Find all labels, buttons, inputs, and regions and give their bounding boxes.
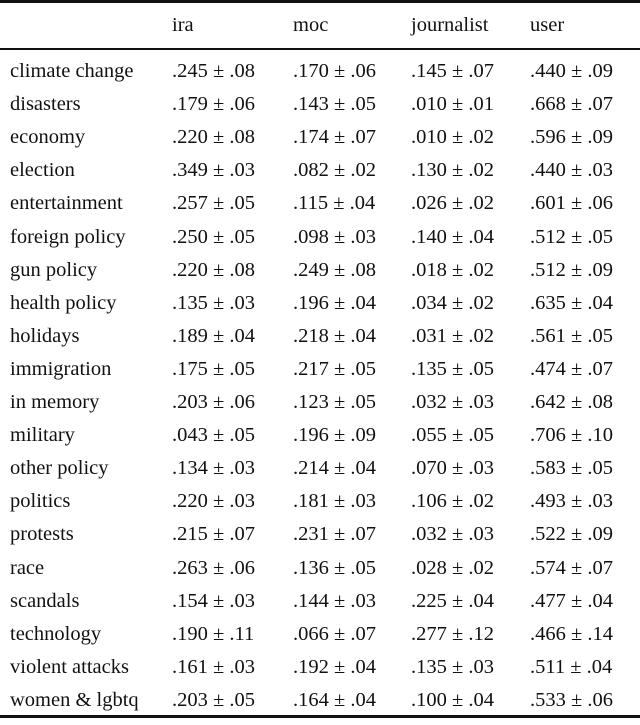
row-label: other policy — [10, 457, 109, 480]
table-cell: .440 ± .09 — [530, 60, 614, 82]
table-cell: .533 ± .06 — [530, 688, 614, 711]
table-cell: .583 ± .05 — [530, 457, 614, 480]
table-cell: .136 ± .05 — [293, 556, 377, 579]
table-cell: .512 ± .09 — [530, 258, 614, 281]
row-label: politics — [10, 490, 71, 513]
table-cell: .192 ± .04 — [293, 655, 377, 678]
table-cell: .203 ± .05 — [172, 688, 256, 711]
table-cell: .100 ± .04 — [411, 688, 495, 711]
table-cell: .145 ± .07 — [411, 60, 495, 82]
table-row — [0, 154, 640, 187]
table-cell: .010 ± .02 — [411, 126, 495, 149]
table-cell: .642 ± .08 — [530, 391, 614, 413]
table-row — [0, 221, 640, 254]
row-label: in memory — [10, 391, 100, 413]
table-cell: .189 ± .04 — [172, 324, 256, 347]
table-row — [0, 518, 640, 551]
column-header-journalist: journalist — [411, 14, 489, 36]
table-cell: .043 ± .05 — [172, 424, 256, 447]
table-cell: .706 ± .10 — [530, 424, 614, 447]
table-cell: .026 ± .02 — [411, 192, 495, 215]
table-cell: .214 ± .04 — [293, 457, 377, 480]
table-cell: .574 ± .07 — [530, 556, 614, 579]
table-cell: .170 ± .06 — [293, 60, 377, 82]
table-cell: .231 ± .07 — [293, 523, 377, 546]
table-cell: .277 ± .12 — [411, 622, 495, 645]
table-cell: .134 ± .03 — [172, 457, 256, 480]
table-cell: .440 ± .03 — [530, 159, 614, 182]
table-cell: .249 ± .08 — [293, 258, 377, 281]
row-label: protests — [10, 523, 74, 546]
column-header-user: user — [530, 14, 565, 36]
table-row — [0, 187, 640, 220]
table-cell: .181 ± .03 — [293, 490, 377, 513]
table-cell: .135 ± .05 — [411, 357, 495, 380]
table-cell: .220 ± .03 — [172, 490, 256, 513]
row-label: scandals — [10, 589, 80, 612]
row-label: race — [10, 556, 45, 579]
table-cell: .220 ± .08 — [172, 258, 256, 281]
table-row — [0, 254, 640, 287]
table-cell: .010 ± .01 — [411, 93, 495, 116]
table-cell: .031 ± .02 — [411, 324, 495, 347]
row-label: entertainment — [10, 192, 123, 215]
table-cell: .175 ± .05 — [172, 357, 256, 380]
table-row — [0, 485, 640, 518]
table-cell: .196 ± .09 — [293, 424, 377, 447]
header-rule — [0, 48, 640, 50]
table-cell: .066 ± .07 — [293, 622, 377, 645]
row-label: disasters — [10, 93, 81, 116]
table-cell: .477 ± .04 — [530, 589, 614, 612]
table-cell: .512 ± .05 — [530, 225, 614, 248]
table-row — [0, 651, 640, 684]
row-label: violent attacks — [10, 655, 129, 678]
table-cell: .140 ± .04 — [411, 225, 495, 248]
table-cell: .601 ± .06 — [530, 192, 614, 215]
row-label: health policy — [10, 291, 117, 314]
table-cell: .245 ± .08 — [172, 60, 256, 82]
top-rule — [0, 0, 640, 3]
table-cell: .135 ± .03 — [411, 655, 495, 678]
table-cell: .203 ± .06 — [172, 391, 256, 413]
table-cell: .082 ± .02 — [293, 159, 377, 182]
table-cell: .257 ± .05 — [172, 192, 256, 215]
table-cell: .143 ± .05 — [293, 93, 377, 116]
table-cell: .474 ± .07 — [530, 357, 614, 380]
table-row — [0, 386, 640, 419]
table-cell: .635 ± .04 — [530, 291, 614, 314]
table-cell: .466 ± .14 — [530, 622, 614, 645]
row-label: holidays — [10, 324, 80, 347]
table-cell: .106 ± .02 — [411, 490, 495, 513]
table-cell: .522 ± .09 — [530, 523, 614, 546]
table-cell: .220 ± .08 — [172, 126, 256, 149]
row-label: election — [10, 159, 75, 182]
table-cell: .032 ± .03 — [411, 523, 495, 546]
table-row — [0, 121, 640, 154]
table-cell: .018 ± .02 — [411, 258, 495, 281]
table-cell: .179 ± .06 — [172, 93, 256, 116]
table-cell: .161 ± .03 — [172, 655, 256, 678]
table-cell: .225 ± .04 — [411, 589, 495, 612]
table-row — [0, 618, 640, 651]
row-label: military — [10, 424, 75, 447]
table-cell: .123 ± .05 — [293, 391, 377, 413]
table-cell: .070 ± .03 — [411, 457, 495, 480]
table-cell: .250 ± .05 — [172, 225, 256, 248]
row-label: technology — [10, 622, 102, 645]
table-row — [0, 320, 640, 353]
table-cell: .596 ± .09 — [530, 126, 614, 149]
table-cell: .135 ± .03 — [172, 291, 256, 314]
table-row — [0, 55, 640, 88]
table-cell: .055 ± .05 — [411, 424, 495, 447]
table-cell: .493 ± .03 — [530, 490, 614, 513]
table-row — [0, 552, 640, 585]
table-cell: .034 ± .02 — [411, 291, 495, 314]
table-cell: .130 ± .02 — [411, 159, 495, 182]
table-cell: .217 ± .05 — [293, 357, 377, 380]
row-label: immigration — [10, 357, 112, 380]
table-row — [0, 585, 640, 618]
table-row — [0, 353, 640, 386]
table-cell: .215 ± .07 — [172, 523, 256, 546]
table-cell: .164 ± .04 — [293, 688, 377, 711]
bottom-rule — [0, 715, 640, 718]
table-cell: .668 ± .07 — [530, 93, 614, 116]
table-cell: .144 ± .03 — [293, 589, 377, 612]
table-cell: .190 ± .11 — [172, 622, 255, 645]
column-header-moc: moc — [293, 14, 329, 36]
table-cell: .263 ± .06 — [172, 556, 256, 579]
row-label: women & lgbtq — [10, 688, 139, 711]
table-cell: .174 ± .07 — [293, 126, 377, 149]
row-label: climate change — [10, 60, 134, 82]
table-cell: .196 ± .04 — [293, 291, 377, 314]
table-row — [0, 684, 640, 717]
header-row — [0, 9, 640, 42]
row-label: gun policy — [10, 258, 98, 281]
table-cell: .115 ± .04 — [293, 192, 376, 215]
table-cell: .561 ± .05 — [530, 324, 614, 347]
row-label: economy — [10, 126, 86, 149]
table-row — [0, 287, 640, 320]
column-header-ira: ira — [172, 14, 194, 36]
row-label: foreign policy — [10, 225, 126, 248]
table-cell: .218 ± .04 — [293, 324, 377, 347]
table-cell: .028 ± .02 — [411, 556, 495, 579]
table-cell: .154 ± .03 — [172, 589, 256, 612]
table-cell: .511 ± .04 — [530, 655, 613, 678]
table-row — [0, 452, 640, 485]
table-cell: .098 ± .03 — [293, 225, 377, 248]
table-row — [0, 419, 640, 452]
table-cell: .349 ± .03 — [172, 159, 256, 182]
table-row — [0, 88, 640, 121]
table-cell: .032 ± .03 — [411, 391, 495, 413]
